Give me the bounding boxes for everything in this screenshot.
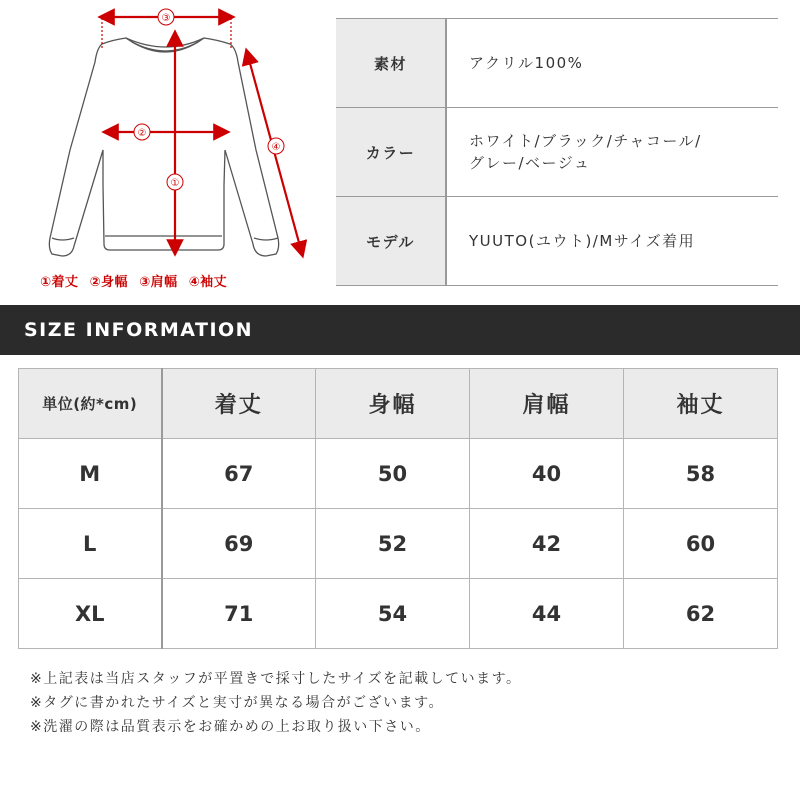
- table-cell: 42: [470, 509, 624, 579]
- svg-text:③: ③: [161, 13, 171, 24]
- info-label: カラー: [336, 108, 446, 197]
- info-label: 素材: [336, 19, 446, 108]
- column-header-length: 着丈: [162, 369, 316, 439]
- measurement-notes: [30, 667, 780, 739]
- info-row-material: [336, 19, 778, 108]
- product-info-table: [336, 18, 778, 286]
- marker-length: [167, 174, 183, 190]
- sweater-illustration: [0, 0, 320, 270]
- size-label: XL: [19, 579, 162, 649]
- legend-shoulder: ③肩幅: [139, 275, 178, 290]
- marker-sleeve: [268, 138, 284, 154]
- note-line: ※タグに書かれたサイズと実寸が異なる場合がございます。: [30, 695, 444, 711]
- size-label: L: [19, 509, 162, 579]
- legend-length: ①着丈: [40, 275, 79, 290]
- table-cell: 58: [624, 439, 778, 509]
- marker-body-width: [134, 124, 150, 140]
- info-row-color: [336, 108, 778, 197]
- size-label: M: [19, 439, 162, 509]
- size-table: [18, 368, 778, 649]
- color-value-text: ホワイト/ブラック/チャコール/ グレー/ベージュ: [469, 132, 702, 172]
- legend-sleeve: ④袖丈: [188, 275, 228, 290]
- note-line: ※洗濯の際は品質表示をお確かめの上お取り扱い下さい。: [30, 719, 431, 735]
- svg-text:④: ④: [271, 142, 281, 153]
- measurement-legend: [40, 271, 310, 290]
- marker-shoulder: [158, 9, 174, 25]
- table-cell: 40: [470, 439, 624, 509]
- info-value: [446, 108, 778, 197]
- table-cell: 60: [624, 509, 778, 579]
- svg-text:②: ②: [137, 128, 147, 139]
- legend-body-width: ②身幅: [89, 275, 129, 290]
- table-cell: 69: [162, 509, 316, 579]
- size-information-banner: SIZE INFORMATION: [0, 305, 800, 355]
- unit-header: 単位(約*cm): [19, 369, 162, 439]
- info-row-model: [336, 197, 778, 286]
- column-header-body-width: 身幅: [316, 369, 470, 439]
- table-cell: 44: [470, 579, 624, 649]
- info-value: アクリル100%: [446, 19, 778, 108]
- sweater-outline: [49, 38, 278, 256]
- table-cell: 62: [624, 579, 778, 649]
- info-value: YUUTO(ユウト)/Mサイズ着用: [446, 197, 778, 286]
- table-row: [19, 439, 778, 509]
- note-line: ※上記表は当店スタッフが平置きで採寸したサイズを記載しています。: [30, 671, 522, 687]
- table-cell: 52: [316, 509, 470, 579]
- size-table-header: [19, 369, 778, 439]
- garment-diagram: [0, 0, 320, 300]
- column-header-sleeve: 袖丈: [624, 369, 778, 439]
- table-cell: 71: [162, 579, 316, 649]
- column-header-shoulder: 肩幅: [470, 369, 624, 439]
- table-cell: 67: [162, 439, 316, 509]
- table-cell: 54: [316, 579, 470, 649]
- svg-text:①: ①: [170, 178, 180, 189]
- table-cell: 50: [316, 439, 470, 509]
- info-label: モデル: [336, 197, 446, 286]
- table-row: [19, 579, 778, 649]
- table-row: [19, 509, 778, 579]
